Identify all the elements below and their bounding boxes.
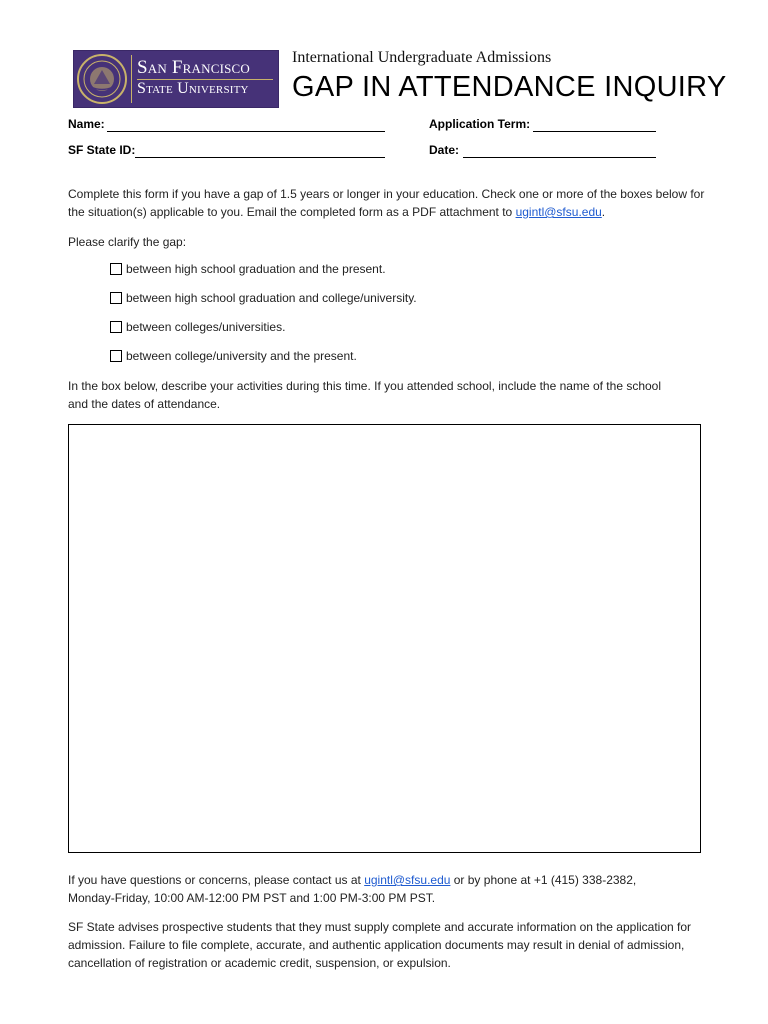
option-label: between colleges/universities. (126, 320, 286, 334)
date-field[interactable] (463, 157, 656, 158)
checkbox-hs-present[interactable] (110, 263, 122, 275)
option-row (110, 349, 357, 363)
intro-paragraph (68, 185, 708, 221)
option-row (110, 320, 285, 334)
contact-email-link[interactable]: ugintl@sfsu.edu (364, 873, 451, 887)
option-row (110, 291, 417, 305)
form-title: GAP IN ATTENDANCE INQUIRY (292, 71, 727, 103)
name-field[interactable] (107, 131, 385, 132)
form-subtitle: International Undergraduate Admissions (292, 49, 552, 66)
option-row (110, 262, 386, 276)
option-label: between high school graduation and college/university. (126, 291, 417, 305)
application-term-label: Application Term: (429, 117, 531, 131)
name-label: Name: (68, 117, 105, 131)
contact-paragraph (68, 871, 668, 907)
intro-end: . (601, 205, 606, 219)
sf-state-id-label: SF State ID: (68, 143, 136, 157)
activities-text-area[interactable] (68, 424, 701, 853)
application-term-field[interactable] (533, 131, 656, 132)
date-label: Date: (429, 143, 460, 157)
sf-state-id-field[interactable] (135, 157, 385, 158)
option-label: between college/university and the present. (126, 349, 357, 363)
clarify-label: Please clarify the gap: (68, 235, 187, 249)
intro-text: Complete this form if you have a gap of 1.5 years or longer in your education. Check one or more of the boxes below for the situation(s) applicable to you. Email the completed form as a PDF attachment to (68, 187, 705, 219)
checkbox-between-colleges[interactable] (110, 321, 122, 333)
describe-instructions: In the box below, describe your activities during this time. If you attended school, include the name of the school and the dates of attendance. (68, 379, 662, 411)
university-seal-icon (77, 54, 127, 104)
checkbox-hs-college[interactable] (110, 292, 122, 304)
contact-hours: or by phone at +1 (415) 338-2382, Monday-Friday, 10:00 AM-12:00 PM PST and 1:00 PM-3:00 PM PST. (68, 873, 637, 905)
email-link[interactable]: ugintl@sfsu.edu (515, 205, 602, 219)
disclaimer-paragraph: SF State advises prospective students that they must supply complete and accurate information on the application for admission. Failure to file complete, accurate, and authentic application documents may result in denial of admission, cancellation of registration or academic credit, suspension, or expulsion. (68, 920, 692, 970)
contact-text: If you have questions or concerns, please contact us at (68, 873, 365, 887)
university-logo (73, 50, 279, 108)
checkbox-college-present[interactable] (110, 350, 122, 362)
logo-text-line1: San Francisco (137, 57, 250, 78)
logo-text-line2: State University (137, 80, 249, 97)
option-label: between high school graduation and the present. (126, 262, 386, 276)
logo-divider (131, 55, 132, 103)
